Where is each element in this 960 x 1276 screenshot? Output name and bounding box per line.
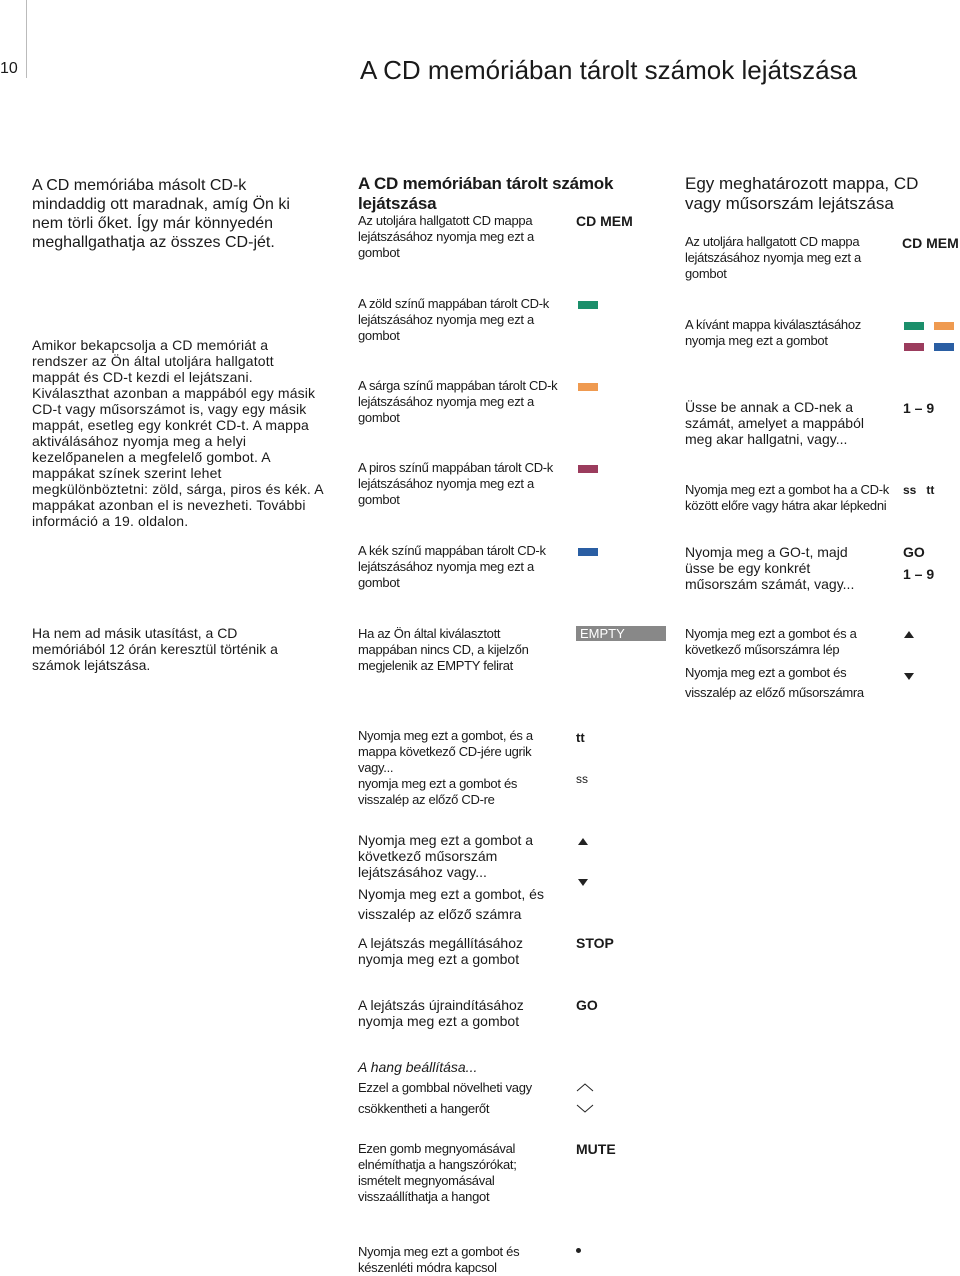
blue-button-icon: [934, 343, 954, 351]
page-title: A CD memóriában tárolt számok lejátszása: [360, 55, 858, 85]
volume-down-icon: [576, 1104, 594, 1114]
volume-down-text: csökkentheti a hangerőt: [358, 1101, 490, 1116]
green-folder-text: A zöld színű mappában tárolt CD-k lejátszásához nyomja meg ezt a gombot: [358, 296, 549, 343]
red-button-icon: [578, 465, 598, 473]
red-folder-text: A piros színű mappában tárolt CD-k lejátszásához nyomja meg ezt a gombot: [358, 460, 554, 507]
empty-folder-text: Ha az Ön által kiválasztott mappában nincs CD, a kijelzőn megjelenik az EMPTY felirat: [358, 626, 529, 673]
mute-text: Ezen gomb megnyomásával elnémíthatja a hangszórókat; ismételt megnyomásával visszaállíthatja a hangot: [358, 1141, 517, 1204]
right-cd-mem-key: CD MEM: [902, 235, 959, 251]
volume-heading: A hang beállítása...: [358, 1059, 478, 1075]
rewind-key: ss: [576, 772, 588, 786]
up-arrow-icon: [578, 838, 588, 845]
cd-memory-description: Amikor bekapcsolja a CD memóriát a rendszer az Ön által utoljára hallgatott mappát és CD-t kezdi el lejátszani. Kiválaszthat azonban a mappából egy másik CD-t vagy műsorszámot is, vagy egy másik mappát, esetleg egy konkrét CD-t. A mappa aktiválásához nyomja meg a helyi kezelőpanelen a megfelelő gombot. A mappákat színek szerint lehet megkülönböztetni: zöld, sárga, piros és kék. A mappákat azonban el is nevezheti. További információ a 19. oldalon.: [32, 337, 323, 529]
intro-paragraph: A CD memóriába másolt CD-k mindaddig ott maradnak, amíg Ön ki nem törli őket. Így már könnyedén meghallgathatja az összes CD-jét.: [32, 177, 290, 251]
stop-key: STOP: [576, 935, 614, 951]
yellow-button-icon: [934, 322, 954, 330]
right-last-folder-text: Az utoljára hallgatott CD mappa lejátszásához nyomja meg ezt a gombot: [685, 234, 861, 281]
last-folder-text: Az utoljára hallgatott CD mappa lejátszásához nyomja meg ezt a gombot: [358, 213, 534, 260]
standby-text: Nyomja meg ezt a gombot és készenléti módra kapcsol: [358, 1244, 520, 1275]
yellow-folder-text: A sárga színű mappában tárolt CD-k lejátszásához nyomja meg ezt a gombot: [358, 378, 558, 425]
volume-up-icon: [576, 1082, 594, 1092]
go-text: A lejátszás újraindításához nyomja meg ezt a gombot: [358, 997, 524, 1029]
playback-duration-note: Ha nem ad másik utasítást, a CD memóriából 12 órán keresztül történik a számok lejátszása.: [32, 625, 278, 673]
blue-folder-text: A kék színű mappában tárolt CD-k lejátszásához nyomja meg ezt a gombot: [358, 543, 546, 590]
down-arrow-icon: [904, 673, 914, 680]
right-go-key: GO: [903, 544, 925, 560]
page-number: 10: [0, 60, 18, 77]
go-key: GO: [576, 997, 598, 1013]
forward-key: tt: [576, 730, 585, 745]
up-arrow-icon: [904, 631, 914, 638]
stop-text: A lejátszás megállításához nyomja meg ezt a gombot: [358, 935, 523, 967]
go-track-text: Nyomja meg a GO-t, majd üsse be egy konkrét műsorszám számát, vagy...: [685, 544, 855, 592]
next-cd-text: Nyomja meg ezt a gombot, és a mappa következő CD-jére ugrik vagy...: [358, 728, 533, 775]
yellow-button-icon: [578, 383, 598, 391]
choose-folder-text: A kívánt mappa kiválasztásához nyomja meg ezt a gombot: [685, 317, 861, 348]
step-cd-text: Nyomja meg ezt a gombot ha a CD-k között előre vagy hátra akar lépkedni: [685, 482, 889, 513]
blue-button-icon: [578, 548, 598, 556]
divider: [26, 0, 27, 78]
prev-cd-text: nyomja meg ezt a gombot és visszalép az előző CD-re: [358, 776, 518, 807]
prev-track-text: Nyomja meg ezt a gombot, és visszalép az előző számra: [358, 886, 544, 922]
right-prev-track-text: Nyomja meg ezt a gombot és visszalép az előző műsorszámra: [685, 665, 864, 700]
green-button-icon: [904, 322, 924, 330]
empty-display: EMPTY: [576, 626, 666, 641]
digits-key: 1 – 9: [903, 400, 935, 416]
section-heading-play: A CD memóriában tárolt számok lejátszása: [358, 174, 614, 213]
mute-key: MUTE: [576, 1141, 616, 1157]
red-button-icon: [904, 343, 924, 351]
green-button-icon: [578, 301, 598, 309]
next-track-text: Nyomja meg ezt a gombot a következő műsorszám lejátszásához vagy...: [358, 832, 534, 880]
cd-mem-key: CD MEM: [576, 213, 633, 229]
step-keys: ss tt: [903, 483, 935, 497]
section-heading-specific: Egy meghatározott mappa, CD vagy műsorszám lejátszása: [685, 174, 919, 213]
right-digits-key: 1 – 9: [903, 566, 935, 582]
standby-icon: [576, 1248, 581, 1253]
volume-up-text: Ezzel a gombbal növelheti vagy: [358, 1080, 532, 1095]
right-next-track-text: Nyomja meg ezt a gombot és a következő műsorszámra lép: [685, 626, 857, 657]
down-arrow-icon: [578, 879, 588, 886]
enter-cd-text: Üsse be annak a CD-nek a számát, amelyet a mappából meg akar hallgatni, vagy...: [685, 399, 864, 447]
